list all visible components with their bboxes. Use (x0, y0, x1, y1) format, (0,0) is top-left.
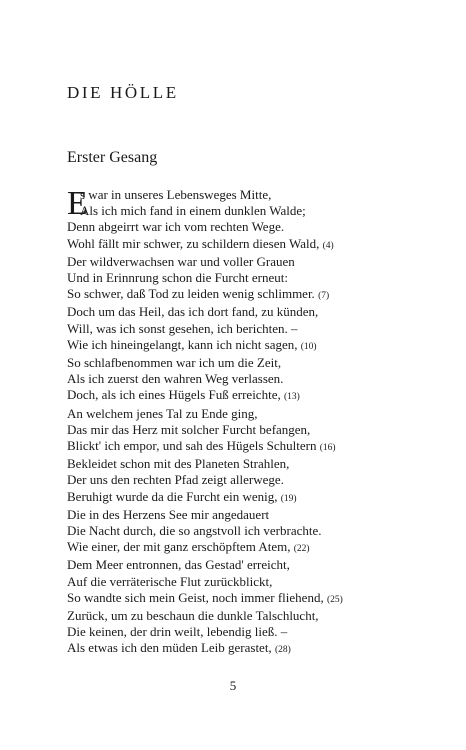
verse-line (67, 254, 397, 270)
line-number: (7) (318, 291, 330, 302)
verse-line (67, 608, 397, 624)
verse-text: Als etwas ich den müden Leib gerastet, (67, 640, 272, 656)
line-number: (19) (280, 493, 297, 504)
verse-line (67, 640, 397, 658)
verse-text: Wie einer, der mit ganz erschöpftem Atem, (67, 539, 291, 555)
verse-line (67, 523, 397, 539)
verse-text: Bekleidet schon mit des Planeten Strahlen, (67, 456, 290, 472)
verse-line (67, 624, 397, 640)
verse-text: Zurück, um zu beschaun die dunkle Talschlucht, (67, 608, 319, 624)
verse-line (67, 270, 397, 286)
verse-line (67, 574, 397, 590)
line-number: (25) (326, 594, 343, 605)
verse-line (67, 438, 397, 456)
verse-line (67, 489, 397, 507)
verse-text: Doch um das Heil, das ich dort fand, zu künden, (67, 304, 319, 320)
verse-line (67, 236, 397, 254)
verse-line (67, 304, 397, 320)
verse-text: So schlafbenommen war ich um die Zeit, (67, 355, 282, 371)
verse-line (67, 387, 397, 405)
verse-line (67, 539, 397, 557)
verse-line (67, 472, 397, 488)
verse-line (67, 557, 397, 573)
verse-text: Der wildverwachsen war und voller Grauen (67, 253, 295, 269)
verse-text: So schwer, daß Tod zu leiden wenig schlimmer. (67, 286, 315, 302)
line-number: (4) (322, 240, 334, 251)
book-title: DIE HÖLLE (67, 83, 179, 102)
line-number: (22) (293, 544, 310, 555)
verse-text: Als ich mich fand in einem dunklen Walde; (80, 203, 306, 219)
verse-text: An welchem jenes Tal zu Ende ging, (67, 405, 258, 421)
poem-text (67, 187, 397, 659)
verse-text: Und in Erinnrung schon die Furcht erneut: (67, 270, 288, 286)
verse-text: Doch, als ich eines Hügels Fuß erreichte, (67, 387, 281, 403)
line-number: (16) (319, 443, 336, 454)
verse-text: Dem Meer entronnen, das Gestad' erreicht, (67, 557, 290, 573)
verse-line (67, 371, 397, 387)
verse-line (67, 590, 397, 608)
verse-text: Wie ich hineingelangt, kann ich nicht sagen, (67, 336, 298, 352)
verse-line (67, 406, 397, 422)
verse-text: Beruhigt wurde da die Furcht ein wenig, (67, 488, 278, 504)
verse-line (67, 422, 397, 438)
verse-line (67, 187, 397, 203)
verse-text: Wohl fällt mir schwer, zu schildern diesen Wald, (67, 235, 320, 251)
verse-line (67, 337, 397, 355)
verse-line (67, 507, 397, 523)
verse-line (67, 219, 397, 235)
verse-text: Blickt' ich empor, und sah des Hügels Schultern (67, 438, 317, 454)
canto-title: Erster Gesang (67, 149, 158, 166)
line-number: (10) (300, 341, 317, 352)
verse-text: Will, was ich sonst gesehen, ich berichten. – (67, 320, 298, 336)
verse-text: Die in des Herzens See mir angedauert (67, 506, 270, 522)
line-number: (13) (283, 392, 300, 403)
verse-line (67, 456, 397, 472)
verse-text: s war in unseres Lebensweges Mitte, (80, 187, 272, 202)
verse-text: Auf die verräterische Flut zurückblickt, (67, 573, 273, 589)
verse-text: So wandte sich mein Geist, noch immer fliehend, (67, 589, 324, 605)
verse-text: Der uns den rechten Pfad zeigt allerwege. (67, 472, 284, 488)
line-number: (28) (274, 645, 291, 656)
verse-line (67, 203, 397, 219)
verse-text: Das mir das Herz mit solcher Furcht befangen, (67, 421, 311, 437)
drop-cap-initial: E (67, 185, 88, 222)
verse-text: Die keinen, der drin weilt, lebendig ließ. – (67, 624, 288, 640)
verse-line (67, 355, 397, 371)
verse-line (67, 321, 397, 337)
verse-text: Als ich zuerst den wahren Weg verlassen. (67, 371, 284, 387)
verse-line (67, 286, 397, 304)
verse-text: Denn abgeirrt war ich vom rechten Wege. (67, 219, 285, 235)
verse-text: Die Nacht durch, die so angstvoll ich verbrachte. (67, 523, 322, 539)
page-number: 5 (229, 678, 237, 693)
